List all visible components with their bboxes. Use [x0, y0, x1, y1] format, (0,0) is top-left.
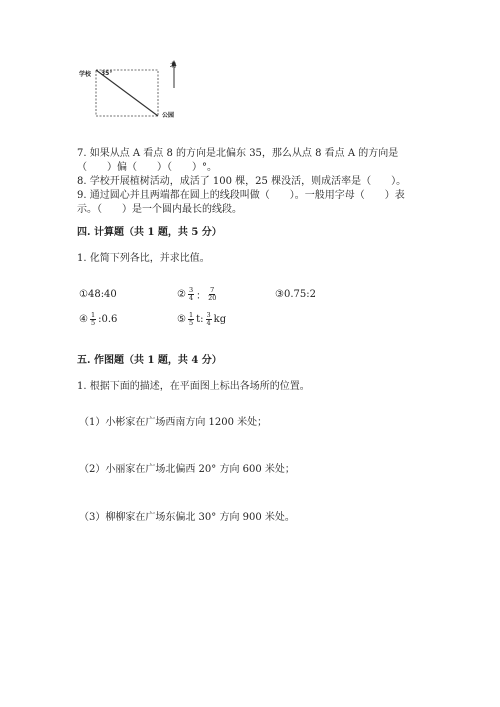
drawing-item-2: （2）小丽家在广场北偏西 20° 方向 600 米处；: [79, 464, 295, 475]
ratio-item-4: [79, 311, 117, 327]
ratio-item-3: [275, 286, 316, 302]
ratio-item-5: [177, 311, 226, 327]
ratio-item-4-tail: :0.6: [98, 313, 118, 325]
fraction: $\frac{1}{5}$: [90, 310, 96, 327]
ratio-item-4-label: ④: [79, 313, 88, 325]
ratio-separator: ：: [196, 290, 207, 302]
drawing-item-1: （1）小彬家在广场西南方向 1200 米处；: [79, 417, 268, 428]
north-label: 北: [170, 62, 177, 69]
fraction: $\frac{1}{5}$: [188, 310, 194, 327]
fraction: $\frac{3}{4}$: [206, 310, 211, 327]
section-4-title: 四. 计算题（共 1 题，共 5 分）: [77, 227, 222, 238]
section-4-prompt: 1. 化简下列各比，并求比值。: [77, 253, 210, 264]
ratio-item-2: [177, 286, 218, 302]
drawing-item-3: （3）柳柳家在广场东偏北 30° 方向 900 米处。: [79, 512, 295, 523]
ratio-item-5-label: ⑤: [177, 313, 186, 325]
question-8: 8. 学校开展植树活动，成活了 100 棵，25 棵没活，则成活率是（ ）。: [77, 176, 407, 187]
ratio-item-3-text: ③0.75:2: [275, 288, 316, 300]
fraction: $\frac{3}{4}$: [188, 285, 194, 302]
section-5-prompt: 1. 根据下面的描述，在平面图上标出各场所的位置。: [77, 381, 310, 392]
question-7-line-1: 7. 如果从点 A 看点 8 的方向是北偏东 35，那么从点 8 看点 A 的方向是: [77, 148, 399, 159]
park-label: 公园: [162, 112, 175, 119]
ratio-item-1: [79, 286, 117, 302]
question-7-line-2: （ ）偏（ ）（ ）°。: [77, 162, 217, 173]
section-5-title: 五. 作图题（共 1 题，共 4 分）: [77, 355, 222, 366]
angle-label: 35°: [101, 70, 113, 77]
fraction: $\frac{7}{20}$: [208, 285, 217, 302]
ratio-item-2-label: ②: [177, 288, 186, 300]
ratio-item-5-tail: kg: [213, 313, 227, 325]
question-9-line-2: 示。（ ）是一个圆内最长的线段。: [77, 204, 242, 215]
question-9-line-1: 9. 通过圆心并且两端都在圆上的线段叫做（ ）。一般用字母（ ）表: [77, 190, 405, 201]
ratio-item-5-mid: t:: [196, 313, 204, 325]
school-label: 学校: [79, 71, 92, 78]
ratio-item-1-text: ①48:40: [79, 288, 117, 300]
direction-diagram: [70, 58, 200, 124]
direction-diagram-svg: [70, 58, 200, 124]
